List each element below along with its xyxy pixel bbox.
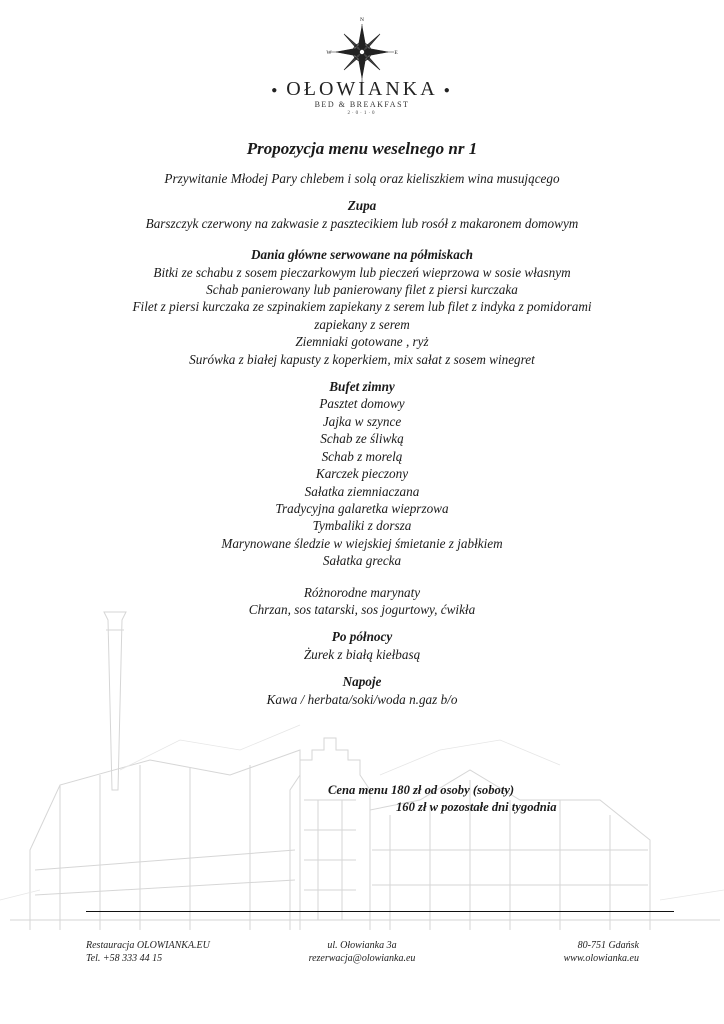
buffet-item: Schab z morelą — [321, 448, 403, 464]
price-other-days: 160 zł w pozostałe dni tygodnia — [396, 800, 557, 814]
mains-item: Schab panierowany lub panierowany filet z piersi kurczaka — [206, 282, 518, 298]
brand-subtitle: BED & BREAKFAST — [314, 100, 410, 109]
footer-phone: Tel. +58 333 44 15 — [86, 953, 163, 964]
buffet-item: Jajka w szynce — [322, 413, 402, 429]
footer-email: rezerwacja@olowianka.eu — [308, 953, 416, 964]
footer-address: ul. Ołowianka 3a — [327, 940, 397, 951]
buffet-item: Marynowane śledzie w wiejskiej śmietanie z jabłkiem — [221, 535, 503, 551]
footer-middle — [300, 939, 424, 965]
soup-item: Barszczyk czerwony na zakwasie z pasztecikiem lub rosół z makaronem domowym — [145, 215, 579, 231]
mains-item: Ziemniaki gotowane , ryż — [295, 334, 429, 350]
buffet-item: Pasztet domowy — [319, 396, 405, 412]
brand-dot-left: ● — [271, 84, 281, 96]
buffet-item: Schab ze śliwką — [320, 431, 404, 447]
drinks-item: Kawa / herbata/soki/woda n.gaz b/o — [266, 691, 458, 707]
footer-divider — [86, 911, 674, 912]
menu-title: Propozycja menu weselnego nr 1 — [246, 139, 478, 158]
buffet-item: Karczek pieczony — [315, 466, 409, 482]
midnight-item: Żurek z białą kiełbasą — [303, 646, 421, 662]
midnight-heading: Po północy — [331, 629, 393, 645]
footer-right — [564, 939, 639, 965]
buffet-item: Sałatka grecka — [322, 553, 402, 569]
compass-w-label: W — [326, 50, 332, 56]
buffet-item: Tymbaliki z dorsza — [312, 518, 412, 534]
buffet-heading: Bufet zimny — [329, 379, 395, 395]
brand-name — [0, 78, 724, 101]
brand-dot-right: ● — [443, 84, 453, 96]
drinks-heading: Napoje — [342, 674, 382, 690]
buffet-extra: Chrzan, sos tatarski, sos jogurtowy, ćwikła — [248, 601, 476, 617]
buffet-item: Sałatka ziemniaczana — [304, 483, 420, 499]
footer-left — [86, 939, 210, 965]
mains-item: Bitki ze schabu z sosem pieczarkowym lub pieczeń wieprzowa w sosie własnym — [153, 264, 571, 280]
mains-item: Filet z piersi kurczaka ze szpinakiem zapiekany z serem lub filet z indyka z pomidorami — [132, 299, 592, 315]
welcome-line: Przywitanie Młodej Pary chlebem i solą oraz kieliszkiem wina musującego — [164, 171, 560, 186]
footer-website: www.olowianka.eu — [563, 953, 639, 964]
buffet-extra: Różnorodne marynaty — [303, 584, 421, 600]
mains-heading: Dania główne serwowane na półmiskach — [250, 247, 474, 263]
footer-restaurant-name: Restauracja OLOWIANKA.EU — [86, 940, 210, 951]
price-saturday: Cena menu 180 zł od osoby (soboty) — [328, 783, 515, 797]
buffet-item: Tradycyjna galaretka wieprzowa — [275, 500, 449, 516]
mains-item: Surówka z białej kapusty z koperkiem, mix sałat z sosem winegret — [189, 351, 535, 367]
menu-content — [0, 138, 724, 708]
brand-text: OŁOWIANKA — [286, 78, 438, 100]
footer-city: 80-751 Gdańsk — [577, 940, 639, 951]
compass-e-label: E — [394, 50, 398, 56]
brand-established: 2·0·1·0 — [347, 111, 377, 116]
compass-n-label: N — [360, 17, 364, 23]
mains-item: zapiekany z serem — [314, 316, 410, 332]
soup-heading: Zupa — [347, 198, 377, 214]
